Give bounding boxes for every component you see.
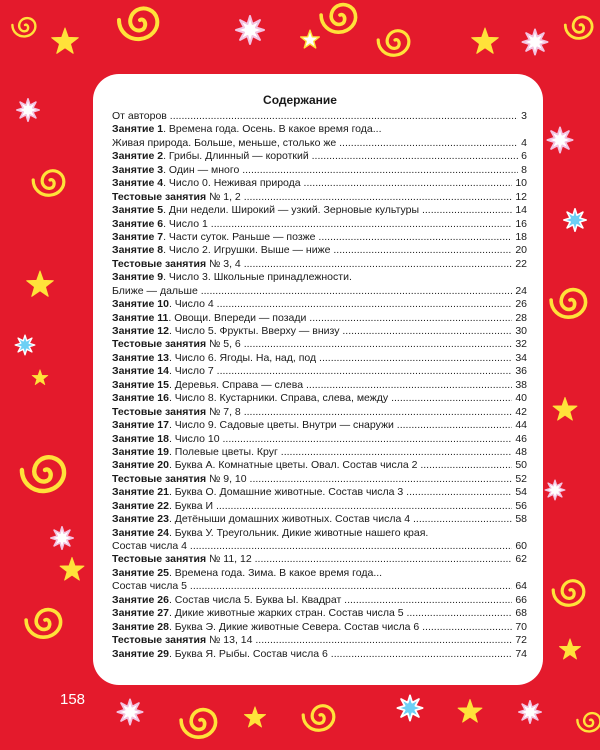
toc-lesson-number: № 1, 2 [209,190,241,203]
toc-label: Занятие [112,230,155,243]
toc-entry-text [112,352,527,365]
toc-label: Занятие [112,432,155,445]
toc-label: Занятие [112,123,155,136]
toc-entry-text [112,621,527,634]
toc-page-number: 58 [512,513,527,526]
toc-lesson-number: 14 [157,365,169,378]
toc-label: Занятие [112,593,155,606]
toc-page-number: 42 [512,406,527,419]
toc-lesson-number: 15 [157,378,169,391]
toc-entry-text [112,648,527,661]
toc-lesson-number: 28 [157,620,169,633]
toc-entry-text [112,594,527,607]
toc-label: Тестовые занятия [112,634,207,647]
toc-entry [112,406,527,419]
toc-title: . Число 10 [168,432,220,445]
toc-title: . Состав числа 5. Буква Ы. Квадрат [168,593,342,606]
toc-entry-text [112,150,527,163]
toc-page-number: 56 [512,500,527,513]
toc-entry-text [112,459,527,472]
toc-entry-text [112,231,527,244]
toc-title: . Число 1 [163,217,208,230]
toc-title: . Буква А. Комнатные цветы. Овал. Состав числа 2 [168,459,418,472]
toc-entry-text [112,500,527,513]
toc-lesson-number: 1 [157,123,164,136]
toc-label: Занятие [112,620,155,633]
toc-label: Занятие [112,204,155,217]
toc-entry-text [112,164,527,177]
toc-lesson-number: 10 [157,298,169,311]
toc-label: Занятие [112,392,155,405]
toc-label: Тестовые занятия [112,338,207,351]
toc-label: Занятие [112,499,155,512]
toc-entry-text [112,634,527,647]
toc-title: . Число 4 [168,298,214,311]
toc-title: . Части суток. Раньше — позже [163,230,316,243]
toc-title: . Буква Э. Дикие животные Севера. Состав числа 6 [168,620,420,633]
toc-title: . Число 3. Школьные принадлежности. [163,271,352,284]
toc-label: Занятие [112,177,155,190]
toc-lesson-number: 8 [157,244,164,257]
toc-lesson-number: 17 [157,419,169,432]
toc-entry-text [112,271,527,284]
toc-label: Тестовые занятия [112,405,207,418]
toc-entry [112,191,527,204]
toc-page-number: 68 [512,607,527,620]
toc-entry-text [112,123,527,136]
toc-entry-text [112,419,527,432]
toc-page-number: 10 [512,177,527,190]
toc-entry [112,244,527,257]
toc-label: Занятие [112,378,155,391]
toc-title: . Времена года. Осень. В какое время года... [163,123,382,136]
toc-entry [112,446,527,459]
toc-entry [112,150,527,163]
toc-page-number: 54 [512,486,527,499]
toc-entry [112,325,527,338]
toc-page-number: 3 [518,110,527,123]
toc-entry [112,218,527,231]
toc-entry [112,312,527,325]
toc-entry-text [112,527,527,540]
page-title: Содержание [263,93,337,107]
toc-page-number: 12 [512,191,527,204]
toc-label: Занятие [112,163,155,176]
toc-entry-text [112,580,527,593]
toc-lesson-number: 11 [157,311,169,324]
toc-entry [112,285,527,298]
toc-page-number: 60 [512,540,527,553]
toc-lesson-number: 29 [157,647,169,660]
toc-label: Занятие [112,365,155,378]
toc-label: Занятие [112,647,155,660]
toc-lesson-number: 20 [157,459,169,472]
toc-entry [112,204,527,217]
toc-entry [112,298,527,311]
toc-label: Тестовые занятия [112,472,207,485]
toc-entry [112,527,527,540]
toc-entry [112,433,527,446]
toc-lesson-number: № 3, 4 [209,257,241,270]
toc-entry [112,365,527,378]
toc-title: . Число 9. Садовые цветы. Внутри — снаружи [168,419,394,432]
toc-entry [112,621,527,634]
toc-title: . Буква Я. Рыбы. Состав числа 6 [168,647,328,660]
toc-page-number: 38 [512,379,527,392]
toc-title: . Число 0. Неживая природа [163,177,301,190]
toc-lesson-number: 6 [157,217,164,230]
toc-title: . Деревья. Справа — слева [168,378,304,391]
toc-entry [112,513,527,526]
toc-entry [112,177,527,190]
toc-entry-text [112,338,527,351]
toc-entry [112,553,527,566]
toc-page-number: 16 [512,218,527,231]
toc-label: Занятие [112,566,155,579]
toc-lesson-number: 4 [157,177,164,190]
toc-title: . Времена года. Зима. В какое время года... [168,566,383,579]
toc-lesson-number: 5 [157,204,164,217]
toc-title: Ближе — дальше [112,284,198,297]
toc-entry [112,419,527,432]
toc-entry-text [112,473,527,486]
toc-lesson-number: 22 [157,499,169,512]
toc-label: Тестовые занятия [112,190,207,203]
toc-entry [112,459,527,472]
toc-entry-text [112,486,527,499]
toc-page-number: 50 [512,459,527,472]
toc-entry [112,123,527,136]
toc-entry [112,231,527,244]
toc-entry-text [112,218,527,231]
toc-title: . Буква О. Домашние животные. Состав числа 3 [168,486,404,499]
toc-lesson-number: 25 [157,566,169,579]
toc-entry-text [112,110,527,123]
toc-title: . Дни недели. Широкий — узкий. Зерновые культуры [163,204,420,217]
toc-entry [112,271,527,284]
toc-lesson-number: 18 [157,432,169,445]
toc-label: Занятие [112,526,155,539]
toc-entry [112,486,527,499]
toc-entry-text [112,513,527,526]
toc-lesson-number: № 13, 14 [209,634,253,647]
toc-lesson-number: 23 [157,513,169,526]
toc-page-number: 14 [512,204,527,217]
toc-lesson-number: № 5, 6 [209,338,241,351]
toc-entry-text [112,446,527,459]
toc-page-number: 4 [518,137,527,150]
toc-entry-text [112,137,527,150]
toc-label: Занятие [112,607,155,620]
toc-title: . Число 8. Кустарники. Справа, слева, между [168,392,389,405]
toc-entry [112,580,527,593]
toc-lesson-number: 16 [157,392,169,405]
toc-label: Занятие [112,325,155,337]
toc-lesson-number: № 11, 12 [209,553,252,566]
toc-title: . Дикие животные жарких стран. Состав числа 5 [168,607,404,620]
toc-entry [112,392,527,405]
toc-entry [112,137,527,150]
toc-entry [112,164,527,177]
toc-entry [112,607,527,620]
toc-entry [112,473,527,486]
toc-label: Занятие [112,150,155,163]
toc-entry-text [112,312,527,325]
toc-lesson-number: 7 [157,230,164,243]
toc-title: . Овощи. Впереди — позади [168,311,307,324]
toc-entry-text [112,553,527,566]
toc-title: . Число 7 [168,365,214,378]
toc-title: . Полевые цветы. Круг [168,445,278,458]
toc-title: От авторов [112,110,167,122]
toc-entry [112,258,527,271]
toc-title: . Буква И [168,499,214,512]
toc-lesson-number: 2 [157,150,164,163]
toc-title: Состав числа 5 [112,580,188,593]
toc-label: Занятие [112,271,155,284]
toc-page-number: 72 [512,634,527,647]
toc-label: Занятие [112,217,155,230]
toc-page-number: 70 [512,621,527,634]
toc-lesson-number: 9 [157,271,164,284]
toc-entry-text [112,285,527,298]
toc-entry [112,352,527,365]
toc-lesson-number: 13 [157,351,169,364]
toc-page-number: 32 [512,338,527,351]
toc-title: . Детёныши домашних животных. Состав числа 4 [168,513,411,526]
toc-page-number: 64 [512,580,527,593]
toc-entry-text [112,365,527,378]
toc-title: . Число 6. Ягоды. На, над, под [168,351,317,364]
toc-lesson-number: № 7, 8 [209,405,241,418]
toc-entry-text [112,607,527,620]
table-of-contents [112,110,527,661]
toc-lesson-number: 27 [157,607,169,620]
toc-label: Тестовые занятия [112,553,207,566]
toc-title: Состав числа 4 [112,540,188,552]
toc-page-number: 22 [512,258,527,271]
toc-page-number: 46 [512,433,527,446]
toc-entry-text [112,406,527,419]
toc-title: . Грибы. Длинный — короткий [163,150,309,163]
toc-page-number: 24 [512,285,527,298]
toc-title: Живая природа. Больше, меньше, столько же [112,136,337,149]
toc-page-number: 52 [512,473,527,486]
toc-lesson-number: 19 [157,445,169,458]
page-number: 158 [60,691,86,708]
toc-page-number: 8 [518,164,527,177]
toc-entry-text [112,244,527,257]
toc-entry [112,594,527,607]
toc-entry-text [112,177,527,190]
toc-page-number: 40 [512,392,527,405]
toc-label: Занятие [112,486,155,499]
toc-entry-text [112,325,527,338]
toc-entry-text [112,433,527,446]
toc-page-number: 28 [512,312,527,325]
toc-lesson-number: 21 [157,486,169,499]
toc-page-number: 62 [512,553,527,566]
toc-label: Занятие [112,244,155,257]
toc-title: . Число 2. Игрушки. Выше — ниже [163,244,331,257]
toc-label: Занятие [112,351,155,364]
toc-label: Занятие [112,298,155,311]
toc-lesson-number: 26 [157,593,169,606]
toc-entry-text [112,567,527,580]
toc-entry [112,338,527,351]
toc-page-number: 6 [518,150,527,163]
toc-label: Тестовые занятия [112,257,207,270]
toc-title: . Буква У. Треугольник. Дикие животные нашего края. [168,526,429,539]
toc-entry-text [112,379,527,392]
toc-page-number: 20 [512,244,527,257]
toc-entry-text [112,540,527,553]
toc-entry-text [112,204,527,217]
toc-entry [112,110,527,123]
toc-page-number: 66 [512,594,527,607]
toc-page-number: 30 [512,325,527,338]
toc-label: Занятие [112,419,155,432]
toc-entry [112,500,527,513]
toc-entry-text [112,298,527,311]
toc-entry [112,567,527,580]
toc-lesson-number: № 9, 10 [209,472,247,485]
toc-page-number: 44 [512,419,527,432]
toc-page-number: 34 [512,352,527,365]
toc-page-number: 18 [512,231,527,244]
toc-label: Занятие [112,459,155,472]
toc-title: . Число 5. Фрукты. Вверху — внизу [168,325,340,337]
toc-page-number: 26 [512,298,527,311]
toc-entry [112,540,527,553]
toc-label: Занятие [112,513,155,526]
toc-label: Занятие [112,445,155,458]
toc-entry-text [112,191,527,204]
toc-lesson-number: 3 [157,163,164,176]
toc-page-number: 36 [512,365,527,378]
toc-entry [112,648,527,661]
toc-label: Занятие [112,311,155,324]
toc-entry-text [112,392,527,405]
toc-page-number: 74 [512,648,527,661]
toc-entry-text [112,258,527,271]
toc-page-number: 48 [512,446,527,459]
toc-lesson-number: 12 [157,325,169,337]
toc-entry [112,379,527,392]
toc-lesson-number: 24 [157,526,169,539]
toc-entry [112,634,527,647]
toc-title: . Один — много [163,163,240,176]
